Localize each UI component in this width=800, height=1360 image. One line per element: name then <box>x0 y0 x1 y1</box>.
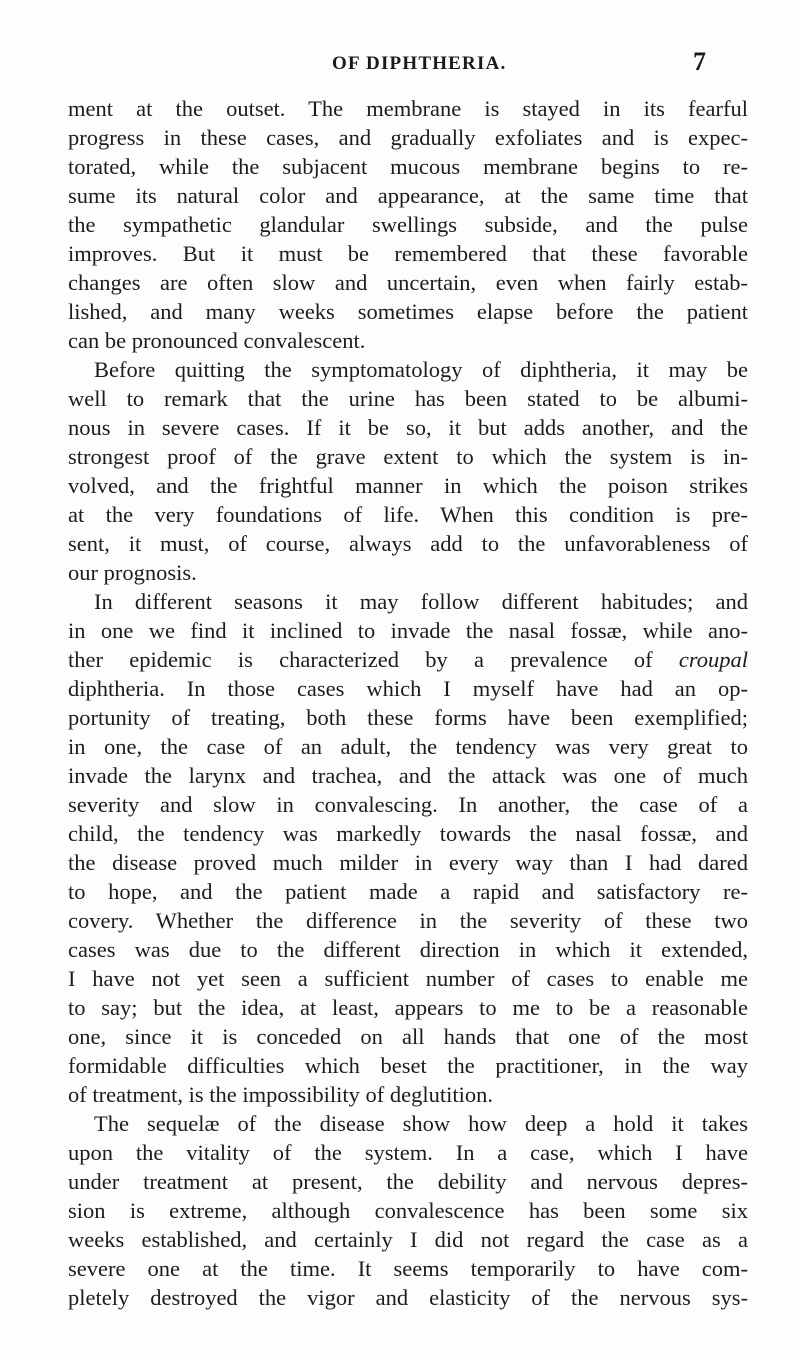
text-line <box>68 1080 748 1109</box>
text-line-content: child, the tendency was markedly towards the nasal fossæ, and <box>68 821 748 846</box>
text-line-content: progress in these cases, and gradually exfoliates and is expec- <box>68 125 748 150</box>
text-line <box>68 384 748 413</box>
text-line-content: well to remark that the urine has been stated to be albumi- <box>68 386 748 411</box>
text-line-content: sume its natural color and appearance, at the same time that <box>68 183 748 208</box>
text-line <box>68 935 748 964</box>
text-line <box>68 877 748 906</box>
text-line-content: volved, and the frightful manner in which the poison strikes <box>68 473 748 498</box>
text-line <box>68 819 748 848</box>
text-line <box>68 1109 748 1138</box>
text-line <box>68 993 748 1022</box>
text-line <box>68 152 748 181</box>
text-line <box>68 1051 748 1080</box>
text-line <box>68 529 748 558</box>
text-line <box>68 906 748 935</box>
text-line <box>68 1225 748 1254</box>
text-line-content: to hope, and the patient made a rapid and satisfactory re- <box>68 879 748 904</box>
text-line-content: one, since it is conceded on all hands that one of the most <box>68 1024 748 1049</box>
text-line-content: upon the vitality of the system. In a case, which I have <box>68 1140 748 1165</box>
text-line <box>68 1022 748 1051</box>
text-line-content: in one, the case of an adult, the tendency was very great to <box>68 734 748 759</box>
text-line-content: lished, and many weeks sometimes elapse before the patient <box>68 299 748 324</box>
text-line-content: under treatment at present, the debility and nervous depres- <box>68 1169 748 1194</box>
text-line <box>68 732 748 761</box>
text-line <box>68 181 748 210</box>
text-line <box>68 1283 748 1312</box>
text-line-content: I have not yet seen a sufficient number of cases to enable me <box>68 966 748 991</box>
text-line <box>68 964 748 993</box>
text-line-content: changes are often slow and uncertain, even when fairly estab- <box>68 270 748 295</box>
text-line-content: The sequelæ of the disease show how deep a hold it takes <box>94 1111 748 1136</box>
text-line-content: nous in severe cases. If it be so, it but adds another, and the <box>68 415 748 440</box>
text-line-content: our prognosis. <box>68 560 197 585</box>
text-line <box>68 558 748 587</box>
text-line <box>68 355 748 384</box>
text-line-content: can be pronounced convalescent. <box>68 328 366 353</box>
text-line <box>68 500 748 529</box>
text-line-content: In different seasons it may follow different habitudes; and <box>94 589 748 614</box>
text-line-content: covery. Whether the difference in the severity of these two <box>68 908 748 933</box>
text-line-content: pletely destroyed the vigor and elasticity of the nervous sys- <box>68 1285 748 1310</box>
text-line <box>68 1254 748 1283</box>
text-line <box>68 94 748 123</box>
text-line-content: Before quitting the symptomatology of diphtheria, it may be <box>94 357 748 382</box>
text-line-content: weeks established, and certainly I did not regard the case as a <box>68 1227 748 1252</box>
text-line <box>68 790 748 819</box>
italic-term: croupal <box>678 647 748 672</box>
text-line <box>68 268 748 297</box>
page-number: 7 <box>693 47 706 76</box>
text-line-content: in one we find it inclined to invade the nasal fossæ, while ano- <box>68 618 748 643</box>
text-line <box>68 123 748 152</box>
text-line <box>68 326 748 355</box>
body-text <box>68 94 748 1312</box>
text-line <box>68 239 748 268</box>
text-line-content: ther epidemic is characterized by a prevalence of <box>68 647 679 672</box>
text-line-content: improves. But it must be remembered that these favorable <box>68 241 748 266</box>
text-line <box>68 645 748 674</box>
text-line-content: invade the larynx and trachea, and the attack was one of much <box>68 763 748 788</box>
text-line-content: the sympathetic glandular swellings subside, and the pulse <box>68 212 748 237</box>
text-line-content: torated, while the subjacent mucous membrane begins to re- <box>68 154 748 179</box>
text-line-content: diphtheria. In those cases which I myself have had an op- <box>68 676 748 701</box>
text-line <box>68 848 748 877</box>
text-line <box>68 587 748 616</box>
text-line <box>68 1167 748 1196</box>
text-line <box>68 674 748 703</box>
text-line <box>68 297 748 326</box>
text-line <box>68 616 748 645</box>
text-line-content: portunity of treating, both these forms have been exemplified; <box>68 705 748 730</box>
text-line-content: of treatment, is the impossibility of deglutition. <box>68 1082 493 1107</box>
text-line-content: severe one at the time. It seems temporarily to have com- <box>68 1256 748 1281</box>
text-line <box>68 761 748 790</box>
text-line-content: ment at the outset. The membrane is stayed in its fearful <box>68 96 748 121</box>
running-title: OF DIPHTHERIA. <box>332 53 507 74</box>
text-line-content: to say; but the idea, at least, appears to me to be a reasonable <box>68 995 748 1020</box>
running-head <box>0 47 800 77</box>
text-line <box>68 1138 748 1167</box>
text-line-content: at the very foundations of life. When this condition is pre- <box>68 502 748 527</box>
text-line <box>68 1196 748 1225</box>
text-line-content: cases was due to the different direction in which it extended, <box>68 937 748 962</box>
text-line <box>68 413 748 442</box>
text-line <box>68 442 748 471</box>
text-line-content: strongest proof of the grave extent to which the system is in- <box>68 444 748 469</box>
text-line <box>68 210 748 239</box>
text-line <box>68 471 748 500</box>
text-line-content: severity and slow in convalescing. In another, the case of a <box>68 792 748 817</box>
text-line-content: the disease proved much milder in every way than I had dared <box>68 850 748 875</box>
text-line-content: formidable difficulties which beset the practitioner, in the way <box>68 1053 748 1078</box>
text-line-content: sent, it must, of course, always add to the unfavorableness of <box>68 531 748 556</box>
text-line-content: sion is extreme, although convalescence has been some six <box>68 1198 748 1223</box>
text-line <box>68 703 748 732</box>
